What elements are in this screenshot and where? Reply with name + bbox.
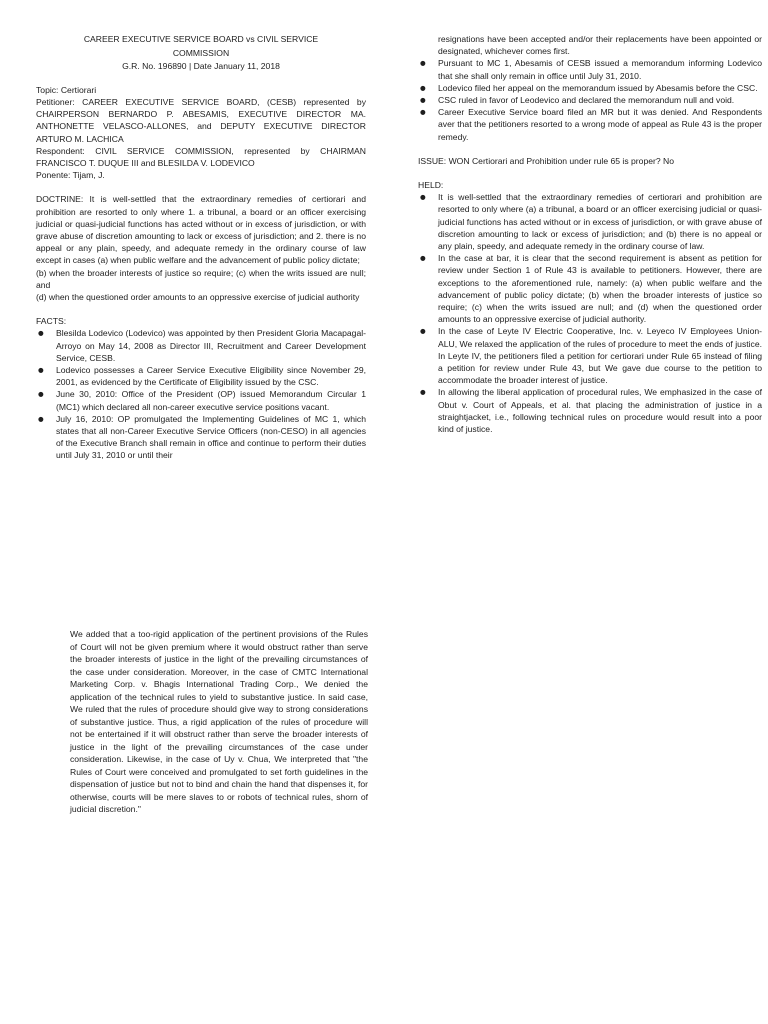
fact-item: ● CSC ruled in favor of Leodevico and declared the memorandum null and void. [418,94,762,106]
fact-item: ● June 30, 2010: Office of the President (OP) issued Memorandum Circular 1 (MC1) which declared all non-career executive service positions vacant. [36,388,366,412]
fact-continuation: resignations have been accepted and/or their replacements have been appointed or designated, whichever comes first. [438,34,762,57]
left-column [36,33,366,462]
right-column [418,33,762,435]
held-item: ● In the case of Leyte IV Electric Cooperative, Inc. v. Leyeco IV Employees Union-ALU, We relaxed the application of the rules of procedure to meet the ends of justice. In Leyte IV, the petitioners filed a petition for certiorari under Rule 65 instead of filing a petition for review under Rule 43, but We gave due course to the petition to accommodate the broader interest of justice. [418,325,762,386]
held-item: ● It is well-settled that the extraordinary remedies of certiorari and prohibition are resorted to only where (a) a tribunal, a board or an officer exercising judicial or quasi-judicial functions has acted without or in excess of jurisdiction, or with grave abuse of discretion amounting to lack or excess of jurisdiction; and (b) there is no appeal or any plain, speedy, and adequate remedy in the ordinary course of law. [418,191,762,252]
doctrine: DOCTRINE: It is well-settled that the extraordinary remedies of certiorari and prohibition are resorted to only where 1. a tribunal, a board or an officer exercising judicial or quasi-judicial functions has acted without or in excess of jurisdiction, or with grave abuse of discretion amounting to lack or excess of jurisdiction; and 2. there is no appeal or any plain, speedy, and adequate remedy in the ordinary course of law except in cases (a) when public welfare and the advancement of public policy dictate; [36,194,366,266]
case-title-line1: CAREER EXECUTIVE SERVICE BOARD vs CIVIL SERVICE [83,34,319,44]
issue: ISSUE: WON Certiorari and Prohibition under rule 65 is proper? No [418,155,675,166]
fact-item: ● Lodevico possesses a Career Service Executive Eligibility since November 29, 2001, as evidenced by the Certificate of Eligibility issued by the CSC. [36,364,366,388]
respondent: Respondent: CIVIL SERVICE COMMISSION, represented by CHAIRMAN FRANCISCO T. DUQUE III and BLESILDA V. LODEVICO [36,145,366,168]
ponente: Ponente: Tijam, J. [36,170,105,181]
doctrine-d: (d) when the questioned order amounts to an oppressive exercise of judicial authority [36,292,360,303]
fact-item: ● July 16, 2010: OP promulgated the Implementing Guidelines of MC 1, which states that all non-Career Executive Service Officers (non-CESO) in all agencies of the Executive Branch shall remain in office and continue to perform their duties until July 31, 2010 or until their [36,413,366,462]
fact-item: ● Career Executive Service board filed an MR but it was denied. And Respondents aver that the petitioners resorted to a wrong mode of appeal as Rule 43 is the proper remedy. [418,106,762,143]
held-heading: HELD: [418,180,444,191]
facts-list-continued [418,57,762,142]
petitioner: Petitioner: CAREER EXECUTIVE SERVICE BOARD, (CESB) represented by CHAIRPERSON BERNARDO P. ABESAMIS, EXECUTIVE DIRECTOR MA. ANTHONETTE VELASCO-ALLONES, and DEPUTY EXECUTIVE DIRECTOR ARTURO M. LACHICA [36,96,366,144]
held-item: ● In allowing the liberal application of procedural rules, We emphasized in the case of Obut v. Court of Appeals, et al. that placing the administration of justice in a straightjacket, i.e., following technical rules on procedure would result into a poor kind of justice. [418,386,762,435]
bottom-block [70,628,368,816]
case-number-date: G.R. No. 196890 | Date January 11, 2018 [122,61,280,72]
facts-heading: FACTS: [36,316,67,327]
case-title-line2: COMMISSION [172,47,230,58]
fact-item: ● Blesilda Lodevico (Lodevico) was appointed by then President Gloria Macapagal-Arroyo on May 14, 2008 as Director III, Recruitment and Career Development Service, CESB. [36,327,366,364]
held-list [418,191,762,435]
doctrine-b: (b) when the broader interests of justice so require; (c) when the writs issued are null; and [36,267,366,290]
held-continuation-paragraph: We added that a too-rigid application of the pertinent provisions of the Rules of Court will not be given premium where it would obstruct rather than serve the broader interests of justice in the light of the prevailing circumstances of the case under consideration. Moreover, in the case of CMTC International Marketing Corp. v. Bhagis International Trading Corp., We denied the application of the technical rules to yield to substantive justice. In said case, We ruled that the rules of procedure should give way to strong considerations of substantive justice. Thus, a rigid application of the rules of procedure will not be entertained if it will obstruct rather than serve the broader interests of justice in the light of the prevailing circumstances of the case under consideration. Likewise, in the case of Uy v. Chua, We interpreted that "the Rules of Court were conceived and promulgated to set forth guidelines in the dispensation of justice but not to bind and chain the hand that dispenses it, for otherwise, courts will be mere slaves to or robots of technical rules, shorn of judicial discretion." [70,629,368,814]
held-item: ● In the case at bar, it is clear that the second requirement is absent as petition for review under Section 1 of Rule 43 is available to petitioners. However, there are exceptions to the aforementioned rule, namely: (a) when public welfare and the advancement of public policy dictate; (b) when the broader interests of justice so require; (c) when the writs issued are null; and (d) when the questioned order amounts to an oppressive exercise of judicial authority. [418,252,762,325]
facts-list [36,327,366,461]
topic: Topic: Certiorari [36,84,97,95]
fact-item: ● Lodevico filed her appeal on the memorandum issued by Abesamis before the CSC. [418,82,762,94]
fact-item: ● Pursuant to MC 1, Abesamis of CESB issued a memorandum informing Lodevico that she shall only remain in office until July 31, 2010. [418,57,762,81]
